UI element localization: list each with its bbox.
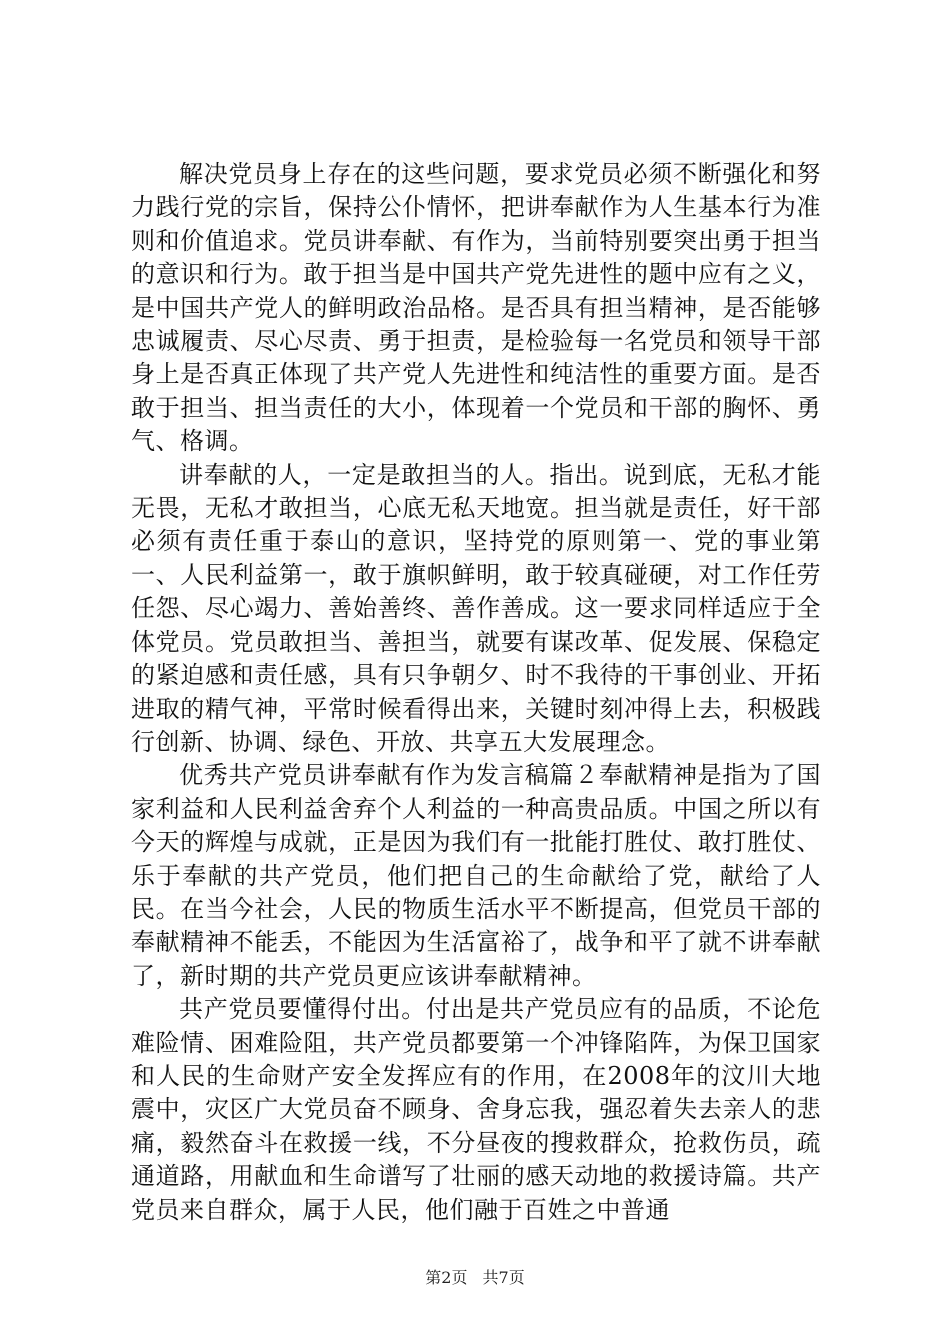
- paragraph: 共产党员要懂得付出。付出是共产党员应有的品质，不论危难险情、困难险阻，共产党员都要第一个冲锋陷阵，为保卫国家和人民的生命财产安全发挥应有的作用，在2008年的汶川大地震中，灾区广大党员奋不顾身、舍身忘我，强忍着失去亲人的悲痛，毅然奋斗在救援一线，不分昼夜的搜救群众，抢救伤员，疏通道路，用献血和生命谱写了壮丽的感天动地的救援诗篇。共产党员来自群众，属于人民，他们融于百姓之中普通: [131, 995, 821, 1224]
- paragraph: 讲奉献的人，一定是敢担当的人。指出。说到底，无私才能无畏，无私才敢担当，心底无私天地宽。担当就是责任，好干部必须有责任重于泰山的意识，坚持党的原则第一、党的事业第一、人民利益第一，敢于旗帜鲜明，敢于较真碰硬，对工作任劳任怨、尽心竭力、善始善终、善作善成。这一要求同样适应于全体党员。党员敢担当、善担当，就要有谋改革、促发展、保稳定的紧迫感和责任感，具有只争朝夕、时不我待的干事创业、开拓进取的精气神，平常时候看得出来，关键时刻冲得上去，积极践行创新、协调、绿色、开放、共享五大发展理念。: [131, 460, 821, 756]
- page-number: 第2页: [425, 1268, 468, 1287]
- paragraph: 解决党员身上存在的这些问题，要求党员必须不断强化和努力践行党的宗旨，保持公仆情怀，把讲奉献作为人生基本行为准则和价值追求。党员讲奉献、有作为，当前特别要突出勇于担当的意识和行为。敢于担当是中国共产党先进性的题中应有之义，是中国共产党人的鲜明政治品格。是否具有担当精神，是否能够忠诚履责、尽心尽责、勇于担责，是检验每一名党员和领导干部身上是否真正体现了共产党人先进性和纯洁性的重要方面。是否敢于担当、担当责任的大小，体现着一个党员和干部的胸怀、勇气、格调。: [131, 160, 821, 456]
- document-body: [131, 158, 821, 1227]
- paragraph: 优秀共产党员讲奉献有作为发言稿篇２奉献精神是指为了国家利益和人民利益舍弃个人利益的一种高贵品质。中国之所以有今天的辉煌与成就，正是因为我们有一批能打胜仗、敢打胜仗、乐于奉献的共产党员，他们把自己的生命献给了党，献给了人民。在当今社会，人民的物质生活水平不断提高，但党员干部的奉献精神不能丢，不能因为生活富裕了，战争和平了就不讲奉献了，新时期的共产党员更应该讲奉献精神。: [131, 761, 821, 990]
- page-total: 共7页: [482, 1268, 525, 1287]
- page-footer: [0, 1268, 950, 1288]
